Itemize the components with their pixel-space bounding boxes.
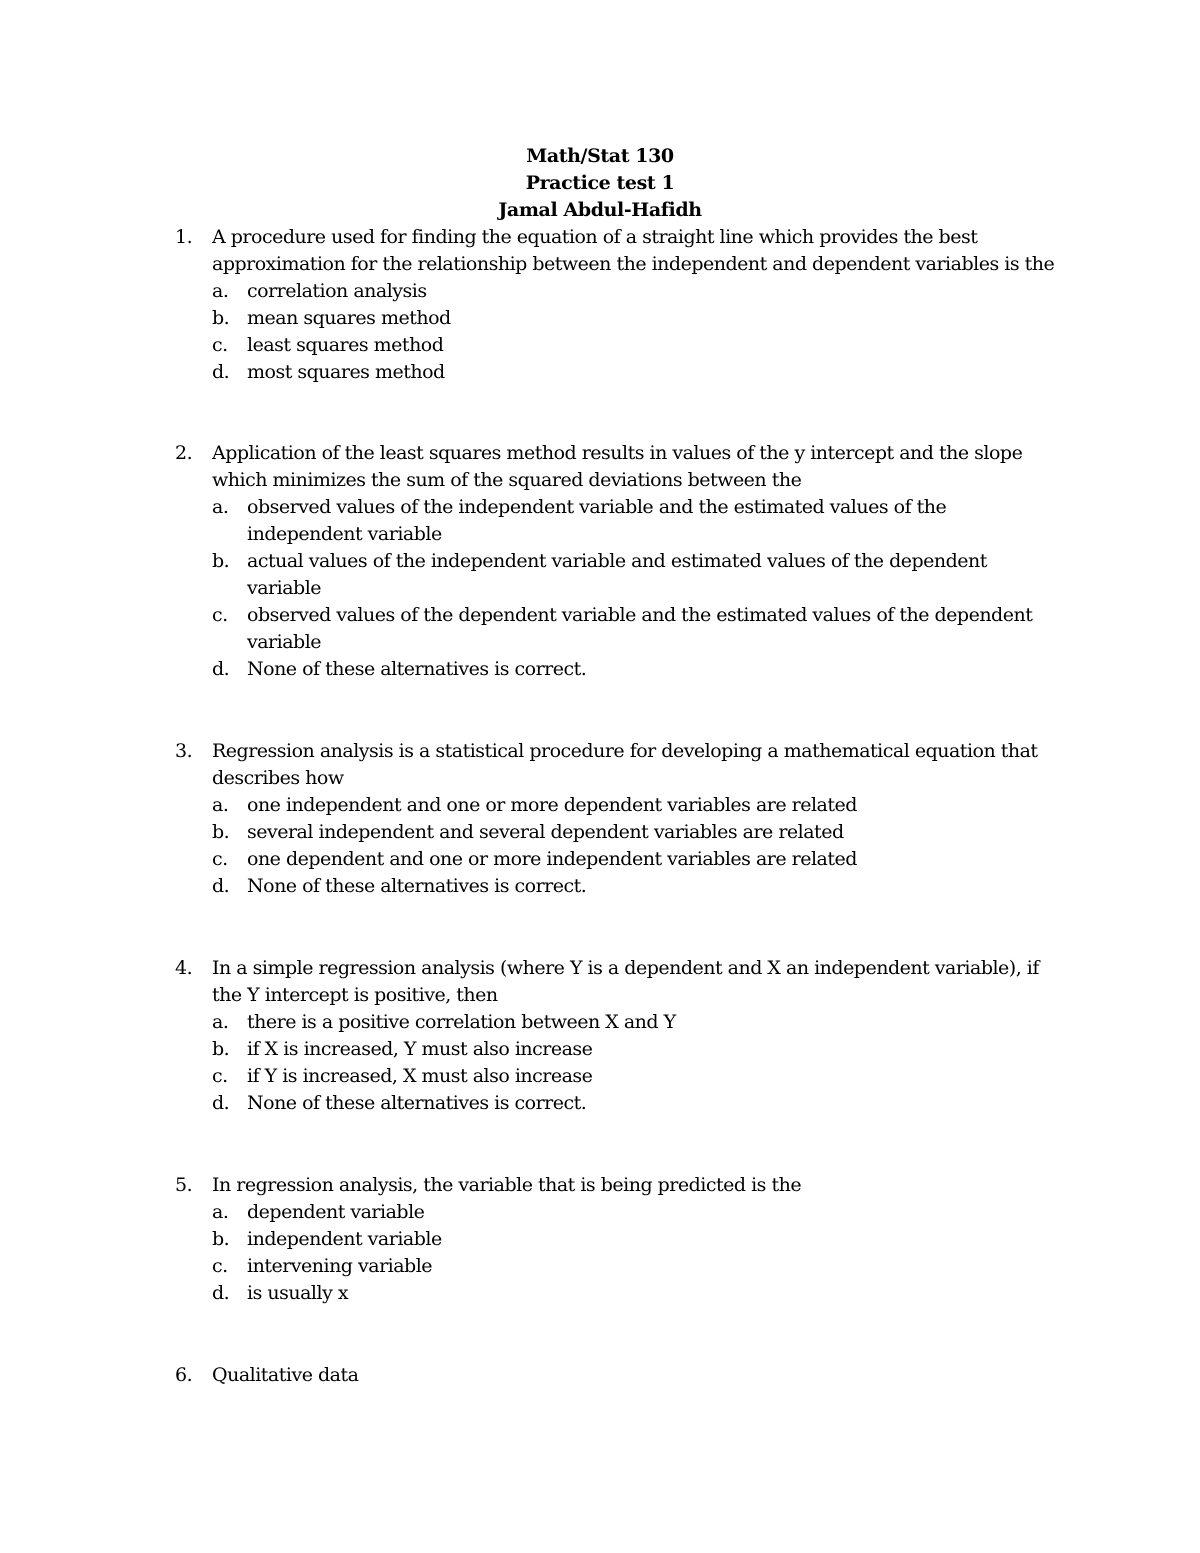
answer-option <box>212 278 1055 305</box>
option-text: observed values of the independent variable and the estimated values of the independent variable <box>247 496 947 545</box>
question-text: In regression analysis, the variable that is being predicted is the <box>212 1174 802 1196</box>
option-letter: a. <box>212 496 229 518</box>
course-title: Math/Stat 130 <box>526 145 674 167</box>
option-letter: c. <box>212 1065 228 1087</box>
answer-option <box>212 602 1055 656</box>
question-text: A procedure used for finding the equation of a straight line which provides the best approximation for the relationship between the independent and dependent variables is the <box>212 226 1055 275</box>
answer-option <box>212 332 1055 359</box>
question-text: Application of the least squares method results in values of the y intercept and the slope which minimizes the sum of the squared deviations between the <box>212 442 1023 491</box>
question-number: 2. <box>175 442 193 464</box>
question-text: In a simple regression analysis (where Y is a dependent and X an independent variable), if the Y intercept is positive, then <box>212 957 1039 1006</box>
option-letter: b. <box>212 307 230 329</box>
question-number: 5. <box>175 1174 193 1196</box>
answer-option <box>212 846 1055 873</box>
question-number: 4. <box>175 957 193 979</box>
test-title: Practice test 1 <box>525 172 675 194</box>
question-text: Regression analysis is a statistical procedure for developing a mathematical equation that describes how <box>212 740 1038 789</box>
option-letter: a. <box>212 280 229 302</box>
answer-option <box>212 1009 1055 1036</box>
option-letter: b. <box>212 550 230 572</box>
author-name: Jamal Abdul-Hafidh <box>498 199 702 221</box>
option-letter: c. <box>212 848 228 870</box>
option-text: dependent variable <box>247 1201 425 1223</box>
option-text: None of these alternatives is correct. <box>247 658 587 680</box>
option-text: None of these alternatives is correct. <box>247 875 587 897</box>
option-letter: d. <box>212 1282 230 1304</box>
option-text: observed values of the dependent variable and the estimated values of the dependent variable <box>247 604 1033 653</box>
answer-option <box>212 1063 1055 1090</box>
option-text: one independent and one or more dependent variables are related <box>247 794 857 816</box>
option-text: correlation analysis <box>247 280 427 302</box>
option-text: there is a positive correlation between X and Y <box>247 1011 676 1033</box>
option-letter: d. <box>212 1092 230 1114</box>
option-letter: a. <box>212 1011 229 1033</box>
question-1 <box>175 224 1055 386</box>
answer-option <box>212 1199 1055 1226</box>
question-2 <box>175 440 1055 683</box>
answer-option <box>212 656 1055 683</box>
question-3 <box>175 738 1055 900</box>
document-header <box>0 143 1200 224</box>
answer-option <box>212 305 1055 332</box>
option-text: actual values of the independent variable and estimated values of the dependent variable <box>247 550 987 599</box>
option-letter: b. <box>212 821 230 843</box>
option-letter: c. <box>212 604 228 626</box>
option-text: is usually x <box>247 1282 349 1304</box>
answer-option <box>212 1090 1055 1117</box>
option-text: None of these alternatives is correct. <box>247 1092 587 1114</box>
question-number: 3. <box>175 740 193 762</box>
answer-option <box>212 1226 1055 1253</box>
option-text: most squares method <box>247 361 445 383</box>
answer-option <box>212 1036 1055 1063</box>
question-number: 1. <box>175 226 193 248</box>
option-letter: a. <box>212 794 229 816</box>
option-text: one dependent and one or more independent variables are related <box>247 848 857 870</box>
answer-option <box>212 548 1055 602</box>
option-text: if X is increased, Y must also increase <box>247 1038 593 1060</box>
question-text: Qualitative data <box>212 1364 359 1386</box>
option-text: intervening variable <box>247 1255 433 1277</box>
option-letter: d. <box>212 875 230 897</box>
question-number: 6. <box>175 1364 193 1386</box>
answer-option <box>212 1280 1055 1307</box>
answer-option <box>212 819 1055 846</box>
option-text: least squares method <box>247 334 444 356</box>
question-4 <box>175 955 1055 1117</box>
answer-option <box>212 1253 1055 1280</box>
option-text: mean squares method <box>247 307 451 329</box>
answer-option <box>212 873 1055 900</box>
option-text: independent variable <box>247 1228 442 1250</box>
option-letter: b. <box>212 1038 230 1060</box>
option-text: if Y is increased, X must also increase <box>247 1065 593 1087</box>
answer-option <box>212 792 1055 819</box>
answer-option <box>212 494 1055 548</box>
option-letter: d. <box>212 361 230 383</box>
option-letter: b. <box>212 1228 230 1250</box>
answer-option <box>212 359 1055 386</box>
option-letter: a. <box>212 1201 229 1223</box>
question-6 <box>175 1362 1055 1389</box>
option-letter: c. <box>212 334 228 356</box>
question-5 <box>175 1172 1055 1307</box>
question-list <box>175 224 1055 1389</box>
option-letter: d. <box>212 658 230 680</box>
option-text: several independent and several dependent variables are related <box>247 821 844 843</box>
option-letter: c. <box>212 1255 228 1277</box>
